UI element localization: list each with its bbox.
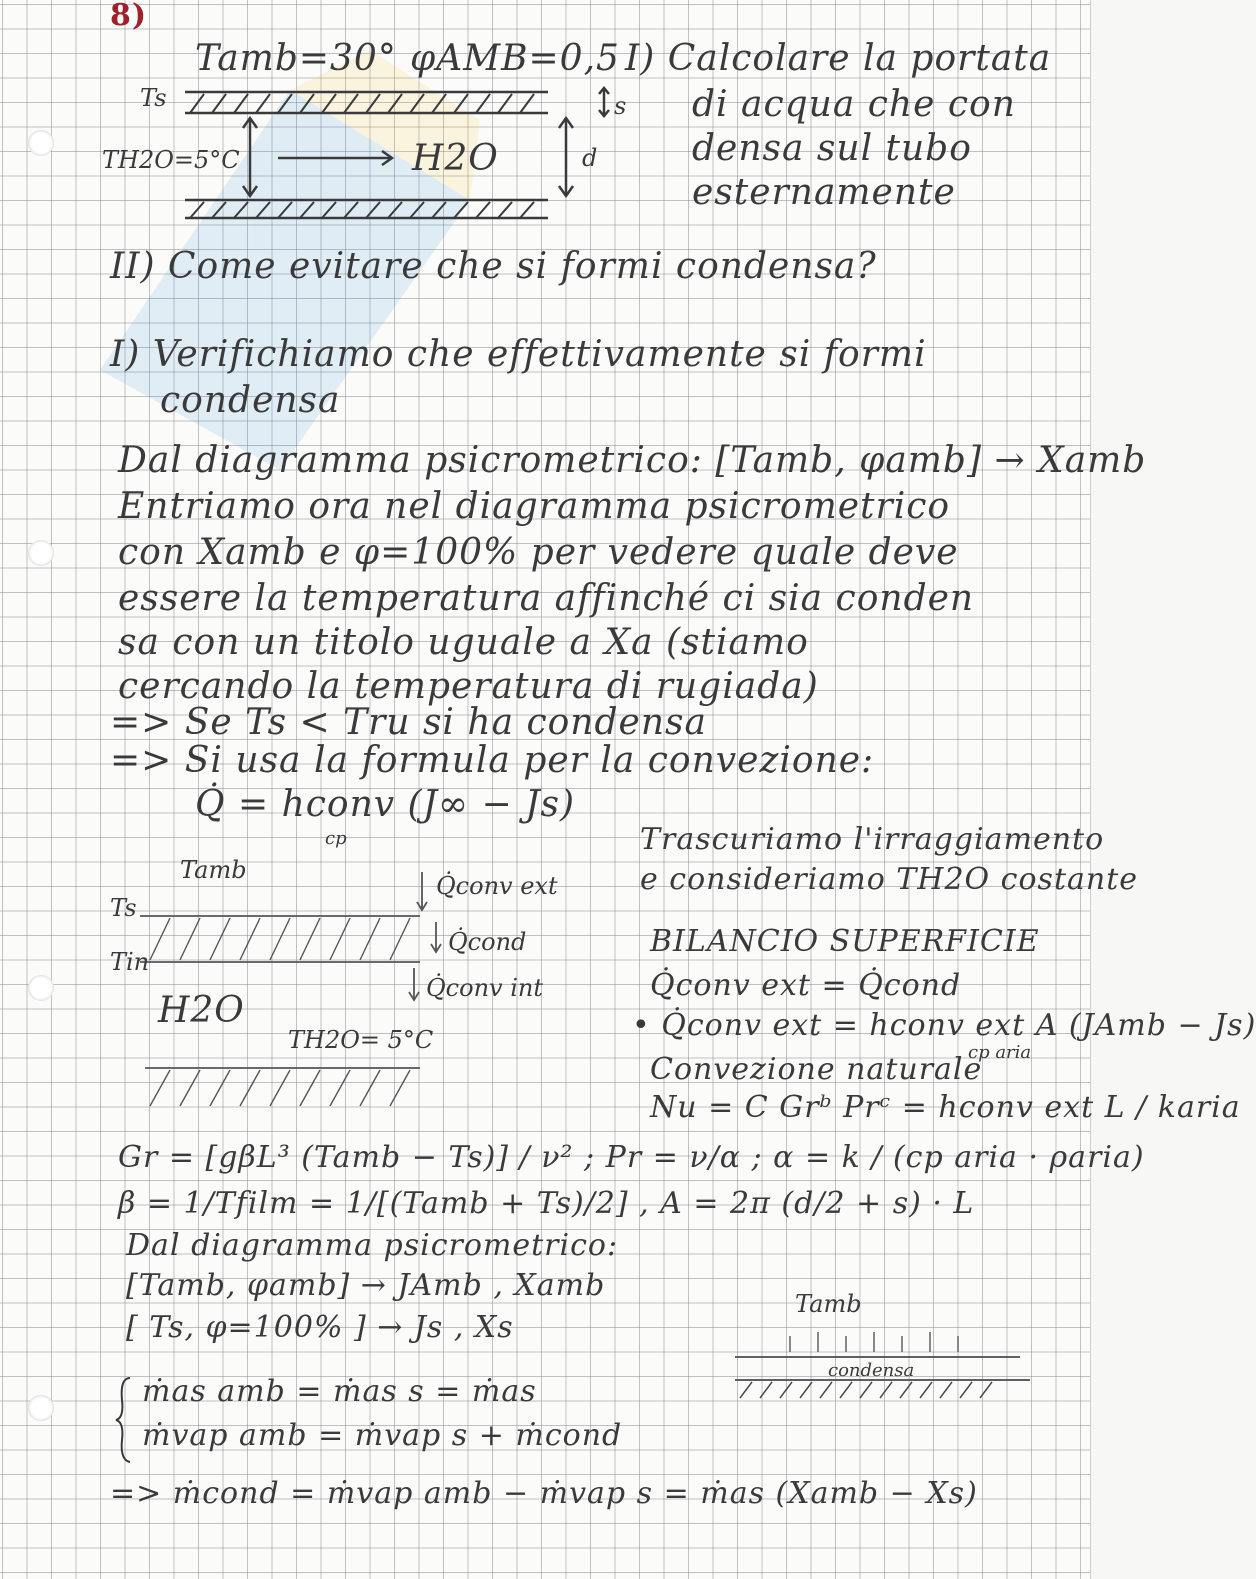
balance-line: Convezione naturale (650, 1052, 983, 1087)
diagram-label-s: s (614, 92, 627, 120)
formula-line: β = 1/Tfilm = 1/[(Tamb + Ts)/2] , A = 2π (d/2 + s) · L (118, 1186, 975, 1221)
diagram-label-d: d (582, 144, 598, 172)
diagram2-label-q-conv-int: Q̇conv int (426, 974, 543, 1002)
question-2: II) Come evitare che si formi condensa? (110, 246, 877, 287)
diagram2-label-q-cond: Q̇cond (448, 928, 527, 956)
balance-line: Q̇conv ext = Q̇cond (650, 968, 962, 1003)
balance-line: Nu = C Grᵇ Prᶜ = hconv ext L / karia (650, 1090, 1241, 1125)
diagram-label-twater: TH2O=5°C (102, 146, 240, 174)
formula-line: Gr = [gβL³ (Tamb − Ts)] / ν² ; Pr = ν/α ; α = k / (cp aria · ρaria) (118, 1140, 1145, 1175)
convection-formula-subscript: cp (325, 828, 347, 849)
solution-line: condensa (160, 380, 341, 421)
diagram2-label-water: H2O (158, 990, 245, 1031)
diagram3-label-tamb: Tamb (795, 1290, 862, 1318)
diagram2-label-tamb: Tamb (180, 856, 247, 884)
diagram2-label-q-conv-ext: Q̇conv ext (436, 872, 558, 900)
note-line: e consideriamo TH2O costante (640, 862, 1139, 897)
formula-line: Dal diagramma psicrometrico: (126, 1228, 619, 1263)
balance-line: • Q̇conv ext = hconv ext A (JAmb − Js) (632, 1008, 1256, 1043)
solution-line: => Si usa la formula per la convezione: (110, 740, 875, 781)
solution-line: sa con un titolo uguale a Xa (stiamo (118, 622, 809, 663)
condition-tamb: Tamb=30° (195, 38, 397, 79)
solution-line: => Se Ts < Tru si ha condensa (110, 702, 707, 743)
solution-line: I) Verifichiamo che effettivamente si formi (110, 334, 927, 375)
solution-line: Dal diagramma psicrometrico: [Tamb, φamb] → Xamb (118, 440, 1147, 481)
solution-line: con Xamb e φ=100% per vedere quale deve (118, 532, 959, 573)
question-1-line-4: esternamente (692, 172, 956, 213)
formula-line: [ Ts, φ=100% ] → Js , Xs (126, 1310, 514, 1345)
page-number: 8) (110, 0, 148, 33)
solution-line: Entriamo ora nel diagramma psicrometrico (118, 486, 951, 527)
diagram-label-ts: Ts (140, 84, 167, 112)
diagram2-label-twater: TH2O= 5°C (288, 1026, 434, 1054)
condition-phi-amb: φAMB=0,5 (410, 38, 620, 79)
mass-balance-line: ṁvap amb = ṁvap s + ṁcond (142, 1418, 623, 1453)
diagram2-label-ts: Ts (110, 894, 137, 922)
convection-formula: Q̇ = hconv (J∞ − Js) (195, 784, 576, 825)
solution-line: essere la temperatura affinché ci sia conden (118, 578, 975, 619)
formula-line: [Tamb, φamb] → JAmb , Xamb (126, 1268, 606, 1303)
question-1-line-3: densa sul tubo (692, 128, 972, 169)
diagram2-label-tin: Tin (110, 948, 150, 976)
diagram-label-fluid: H2O (412, 138, 499, 179)
mass-balance-line: ṁas amb = ṁas s = ṁas (142, 1374, 537, 1409)
question-1-line-1: I) Calcolare la portata (625, 38, 1052, 79)
final-result: => ṁcond = ṁvap amb − ṁvap s = ṁas (Xamb − Xs) (110, 1476, 978, 1511)
solution-line: cercando la temperatura di rugiada) (118, 666, 819, 707)
question-1-line-2: di acqua che con (692, 84, 1016, 125)
balance-title: BILANCIO SUPERFICIE (650, 924, 1040, 959)
balance-subscript: cp aria (968, 1042, 1032, 1063)
note-line: Trascuriamo l'irraggiamento (640, 822, 1105, 857)
diagram3-label-condensa: condensa (828, 1360, 915, 1381)
